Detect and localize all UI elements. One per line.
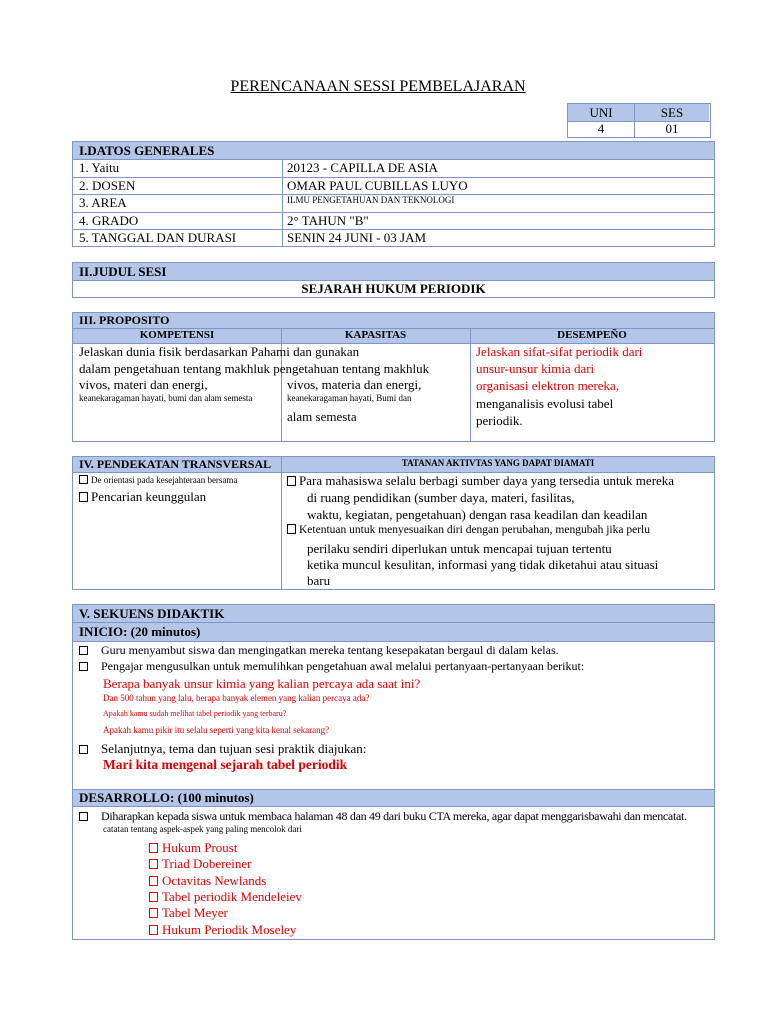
topic-item: Tabel periodik Mendeleiev [149, 889, 302, 905]
checkbox-icon [149, 859, 158, 869]
col-kompetensi: KOMPETENSI [139, 329, 215, 341]
sekuens-table [72, 604, 715, 940]
proposito-table [72, 312, 715, 442]
page-title: PERENCANAAN SESSI PEMBELAJARAN [230, 78, 526, 95]
activity-item: Ketentuan untuk menyesuaikan diri dengan perubahan, mengubah jika perlu [287, 524, 650, 536]
section-heading: IV. PENDEKATAN TRANSVERSAL [79, 457, 272, 471]
row-label: 2. DOSEN [79, 178, 136, 193]
desempeno-text: Jelaskan sifat-sifat periodik dari [476, 344, 643, 359]
desarrollo-line: catatan tentang aspek-aspek yang paling mencolok dari [103, 824, 302, 834]
question: Dan 500 tahun yang lalu, berapa banyak elemen yang kalian percaya ada? [103, 693, 370, 703]
topic-item: Triad Dobereiner [149, 856, 251, 872]
inicio-item: Guru menyambut siswa dan mengingatkan mereka tentang kesepakatan bergaul di dalam kelas. [79, 643, 559, 658]
section-heading: III. PROPOSITO [73, 313, 714, 328]
question: Apakah kamu pikir itu selalu seperti yang kita kenal sekarang? [103, 725, 330, 735]
checkbox-icon [79, 662, 88, 671]
inicio-heading: INICIO: (20 minutos) [73, 623, 714, 641]
session-motto: Mari kita mengenal sejarah tabel periodik [103, 757, 348, 772]
approach-item: De orientasi pada kesejahteraan bersama [79, 475, 237, 485]
activity-line: ketika muncul kesulitan, informasi yang tidak diketahui atau situasi [307, 557, 659, 572]
checkbox-icon [79, 745, 88, 754]
checkbox-icon [79, 475, 88, 484]
kompetensi-text: vivos, materi dan energi, [79, 377, 208, 392]
desarrollo-heading: DESARROLLO: (100 minutos) [73, 790, 714, 806]
topic-item: Hukum Periodik Moseley [149, 922, 296, 938]
row-value: OMAR PAUL CUBILLAS LUYO [287, 178, 468, 193]
datos-generales-table [72, 141, 715, 247]
inicio-item: Selanjutnya, tema dan tujuan sesi praktik diajukan: [79, 741, 366, 757]
question: Berapa banyak unsur kimia yang kalian percaya ada saat ini? [103, 676, 421, 691]
checkbox-icon [149, 908, 158, 918]
ses-value: 01 [665, 121, 679, 136]
checkbox-icon [79, 646, 88, 655]
topic-item: Octavitas Newlands [149, 873, 266, 889]
activity-line: perilaku sendiri diperlukan untuk mencapai tujuan tertentu [307, 541, 612, 556]
question: Apakah kamu sudah melihat tabel periodik yang terbaru? [103, 709, 287, 718]
kompetensi-text: Jelaskan dunia fisik berdasarkan Pahami dan gunakan [79, 344, 360, 359]
ses-label: SES [660, 105, 684, 120]
desarrollo-item: Diharapkan kepada siswa untuk membaca halaman 48 dan 49 dari buku CTA mereka, agar dapat menggarisbawahi dan mencatat. [79, 809, 687, 824]
uni-value: 4 [597, 121, 605, 136]
pendekatan-table [72, 456, 715, 590]
judul-sesi-table [72, 262, 715, 298]
row-value: SENIN 24 JUNI - 03 JAM [287, 230, 427, 245]
kompetensi-text: keanekaragaman hayati, bumi dan alam semesta [79, 393, 253, 403]
col-kapasitas: KAPASITAS [344, 329, 407, 341]
checkbox-icon [149, 892, 158, 902]
desempeno-text: organisasi elektron mereka, [476, 378, 620, 393]
row-value: ILMU PENGETAHUAN DAN TEKNOLOGI [287, 195, 455, 205]
checkbox-icon [287, 524, 296, 534]
uni-label: UNI [589, 105, 613, 120]
activity-line: di ruang pendidikan (sumber daya, materi, fasilitas, [307, 490, 575, 505]
topic-item: Hukum Proust [149, 840, 237, 856]
row-label: 3. AREA [79, 195, 127, 210]
row-label: 5. TANGGAL DAN DURASI [79, 230, 237, 245]
checkbox-icon [79, 812, 88, 821]
desempeno-text: unsur-unsur kimia dari [476, 361, 595, 376]
checkbox-icon [149, 925, 158, 935]
kompetensi-text: dalam pengetahuan tentang makhluk pengetahuan tentang makhluk [79, 361, 430, 376]
section-heading: II.JUDUL SESI [73, 263, 714, 280]
row-label: 1. Yaitu [79, 160, 120, 175]
checkbox-icon [287, 476, 296, 486]
row-value: 2° TAHUN "B" [287, 213, 369, 228]
checkbox-icon [149, 876, 158, 886]
activities-heading: TATANAN AKTIVTAS YANG DAPAT DIAMATI [401, 458, 595, 468]
col-desempeno: DESEMPEÑO [557, 329, 627, 341]
checkbox-icon [79, 492, 88, 502]
row-value: 20123 - CAPILLA DE ASIA [287, 160, 438, 175]
activity-line: waktu, kegiatan, pengetahuan) dengan rasa keadilan dan keadilan [307, 507, 648, 522]
kapasitas-text: vivos, materia dan energi, [287, 377, 422, 392]
approach-item: Pencarian keunggulan [79, 489, 206, 505]
section-heading: I.DATOS GENERALES [73, 142, 714, 159]
activity-item: Para mahasiswa selalu berbagi sumber daya yang tersedia untuk mereka [287, 473, 674, 489]
section-heading: V. SEKUENS DIDAKTIK [73, 605, 714, 622]
topic-item: Tabel Meyer [149, 905, 228, 921]
desempeno-text: menganalisis evolusi tabel [476, 396, 614, 411]
row-label: 4. GRADO [79, 213, 139, 228]
desempeno-text: periodik. [476, 413, 523, 428]
checkbox-icon [149, 843, 158, 853]
session-title: SEJARAH HUKUM PERIODIK [301, 281, 486, 296]
kapasitas-text: keanekaragaman hayati, Bumi dan [287, 393, 412, 403]
uni-ses-table [567, 103, 711, 138]
inicio-item: Pengajar mengusulkan untuk memulihkan pengetahuan awal melalui pertanyaan-pertanyaan berikut: [79, 659, 584, 674]
kapasitas-text: alam semesta [287, 409, 357, 424]
activity-line: baru [307, 573, 331, 588]
